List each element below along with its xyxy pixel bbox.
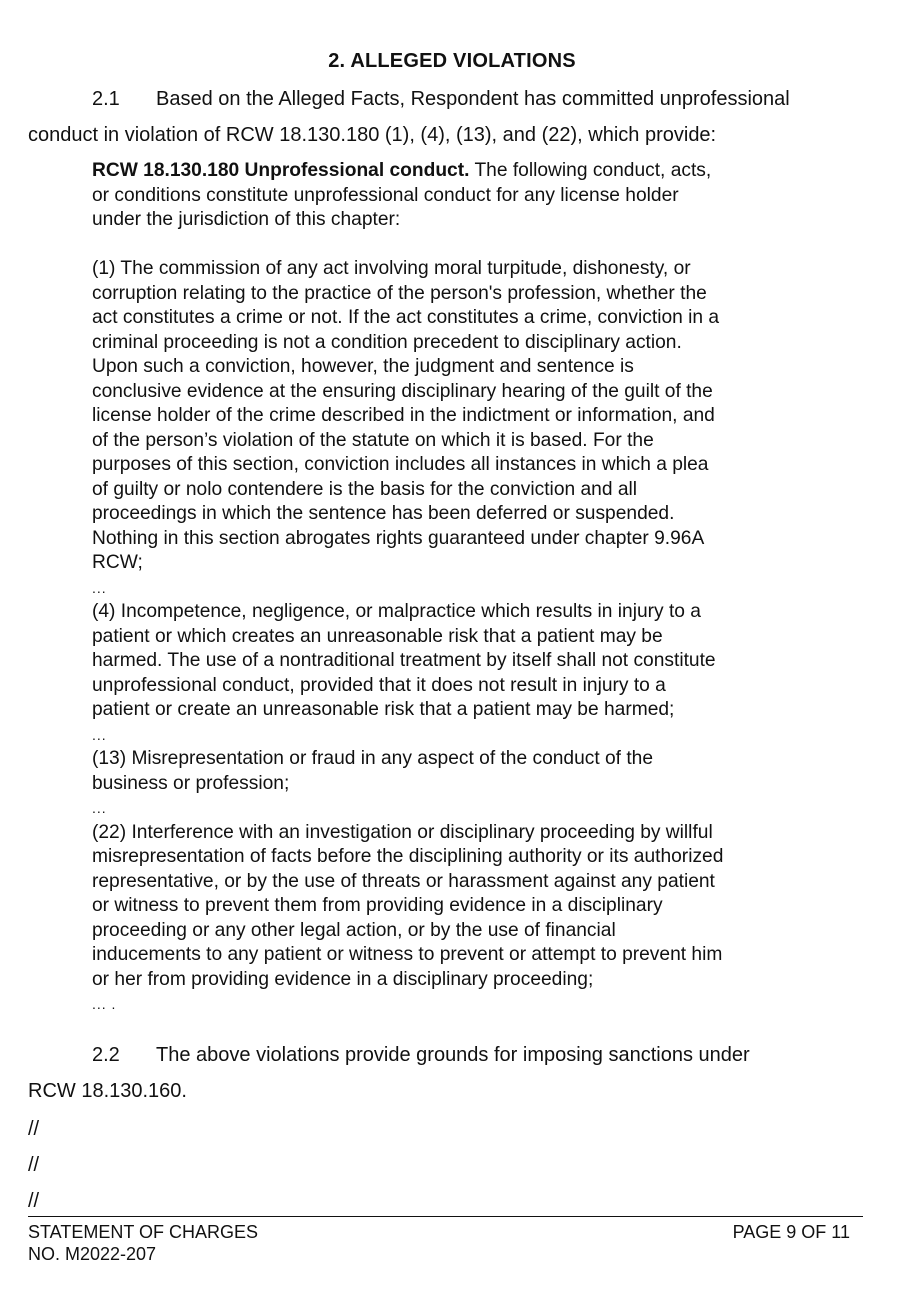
statute-title: RCW 18.130.180 Unprofessional conduct.: [92, 160, 470, 181]
paragraph-text: The above violations provide grounds for imposing sanctions under: [156, 1044, 750, 1066]
paragraph-text: Based on the Alleged Facts, Respondent has committed unprofessional: [156, 88, 790, 110]
paragraph-2-1-first-line: [92, 88, 790, 111]
statute-quote-block: [92, 159, 812, 1017]
omission-ellipsis: ...: [92, 800, 107, 816]
omission-ellipsis: ...: [92, 726, 107, 743]
continuation-slashes: //: [28, 1118, 40, 1140]
statute-item-1: (1) The commission of any act involving moral turpitude, dishonesty, or corruption relating to the practice of the person's profession, whether the act constitutes a crime or not. If the act constitutes a crime, conviction in a criminal proceeding is not a condition precedent to disciplinary action. Upon such a conviction, however, the judgment and sentence is conclusive evidence at the ensuring disciplinary hearing of the guilt of the license holder of the crime described in the indictment or information, and of the person’s violation of the statute on which it is based. For the purposes of this section, conviction includes all instances in which a plea of guilty or nolo contendere is the basis for the conviction and all proceedings in which the sentence has been deferred or suspended. Nothing in this section abrogates rights guaranteed under chapter 9.96A RCW;: [92, 258, 720, 573]
paragraph-2-1-second-line: conduct in violation of RCW 18.130.180 (1), (4), (13), and (22), which provide:: [28, 124, 717, 146]
section-heading: 2. ALLEGED VIOLATIONS: [328, 50, 576, 72]
continuation-slashes: //: [28, 1154, 40, 1176]
statute-intro-text: The following conduct, acts, or conditions constitute unprofessional conduct for any license holder under the jurisdiction of this chapter:: [92, 160, 712, 230]
statute-intro: [92, 159, 812, 233]
paragraph-number: 2.1: [92, 88, 120, 110]
footer-divider: [28, 1216, 863, 1217]
paragraph-number: 2.2: [92, 1044, 120, 1066]
omission-ellipsis: ...: [92, 579, 107, 596]
statute-item-4: (4) Incompetence, negligence, or malpractice which results in injury to a patient or which creates an unreasonable risk that a patient may be harmed. The use of a nontraditional treatment by itself shall not constitute unprofessional conduct, provided that it does not result in injury to a patient or create an unreasonable risk that a patient may be harmed;: [92, 601, 716, 720]
footer-page-number: PAGE 9 OF 11: [732, 1222, 850, 1242]
paragraph-2-2-first-line: [92, 1044, 750, 1067]
footer-case-number: NO. M2022-207: [28, 1244, 157, 1264]
statute-item-13: (13) Misrepresentation or fraud in any aspect of the conduct of the business or profession;: [92, 748, 654, 794]
statute-item-22: (22) Interference with an investigation or disciplinary proceeding by willful misrepresentation of facts before the disciplining authority or its authorized representative, or by the use of threats or harassment against any patient or witness to prevent them from providing evidence in a disciplinary proceeding or any other legal action, or by the use of financial inducements to any patient or witness to prevent or attempt to prevent him or her from providing evidence in a disciplinary proceeding;: [92, 821, 724, 990]
spacer: [92, 233, 812, 258]
final-ellipsis: ... .: [92, 996, 117, 1012]
footer-document-title: [28, 1221, 258, 1265]
footer-title-line: STATEMENT OF CHARGES: [28, 1222, 259, 1242]
paragraph-2-2-second-line: RCW 18.130.160.: [28, 1080, 187, 1102]
continuation-slashes: //: [28, 1190, 40, 1212]
